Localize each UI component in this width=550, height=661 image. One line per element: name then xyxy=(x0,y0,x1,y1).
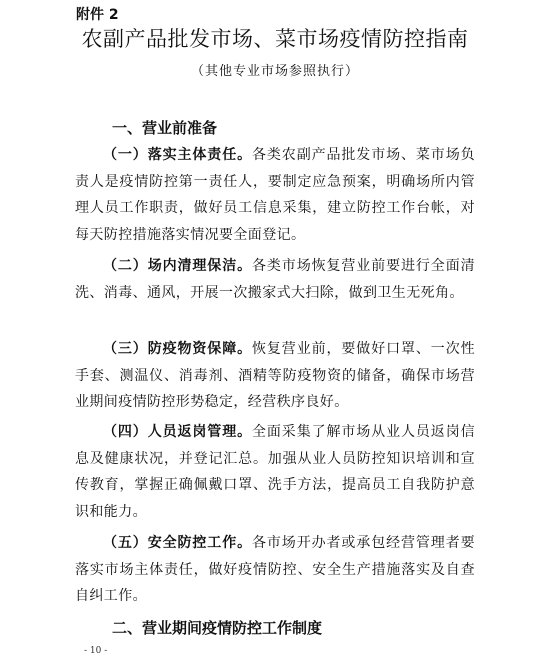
document-title: 农副产品批发市场、菜市场疫情防控指南 xyxy=(81,27,469,51)
paragraph-5-text: 各市场开办者或承包经营管理者要落实市场主体责任，做好疫情防控、安全生产措施落实及自查自纠工作。 xyxy=(75,535,475,604)
paragraph-4-lead: （四）人员返岗管理。 xyxy=(103,424,252,440)
attachment-label: 附件 2 xyxy=(76,7,119,23)
paragraph-3 xyxy=(75,336,475,416)
section-heading-2: 二、营业期间疫情防控工作制度 xyxy=(112,619,323,637)
paragraph-2-lead: （二）场内清理保洁。 xyxy=(103,258,252,274)
paragraph-4-text: 全面采集了解市场从业人员返岗信息及健康状况，并登记汇总。加强从业人员防控知识培训和宣传教育，掌握正确佩戴口罩、洗手方法，提高员工自我防护意识和能力。 xyxy=(75,424,475,520)
page-number: - 10 - xyxy=(84,646,108,656)
document-subtitle: （其他专业市场参照执行） xyxy=(190,64,359,79)
paragraph-5-lead: （五）安全防控工作。 xyxy=(103,535,252,551)
paragraph-1-lead: （一）落实主体责任。 xyxy=(103,147,252,163)
paragraph-3-lead: （三）防疫物资保障。 xyxy=(103,341,252,357)
section-heading-1: 一、营业前准备 xyxy=(112,119,218,137)
paragraph-1-text: 各类农副产品批发市场、菜市场负责人是疫情防控第一责任人，要制定应急预案，明确场所内管理人员工作职责，做好员工信息采集，建立防控工作台帐，对每天防控措施落实情况要全面登记。 xyxy=(75,147,475,243)
paragraph-1 xyxy=(75,142,475,248)
paragraph-3-text: 恢复营业前，要做好口罩、一次性手套、测温仪、消毒剂、酒精等防疫物资的储备，确保市场营业期间疫情防控形势稳定，经营秩序良好。 xyxy=(75,341,475,410)
paragraph-4 xyxy=(75,419,475,525)
paragraph-2-text: 各类市场恢复营业前要进行全面清洗、消毒、通风，开展一次搬家式大扫除，做到卫生无死角。 xyxy=(75,258,475,301)
paragraph-2 xyxy=(75,253,475,306)
paragraph-5 xyxy=(75,530,475,610)
